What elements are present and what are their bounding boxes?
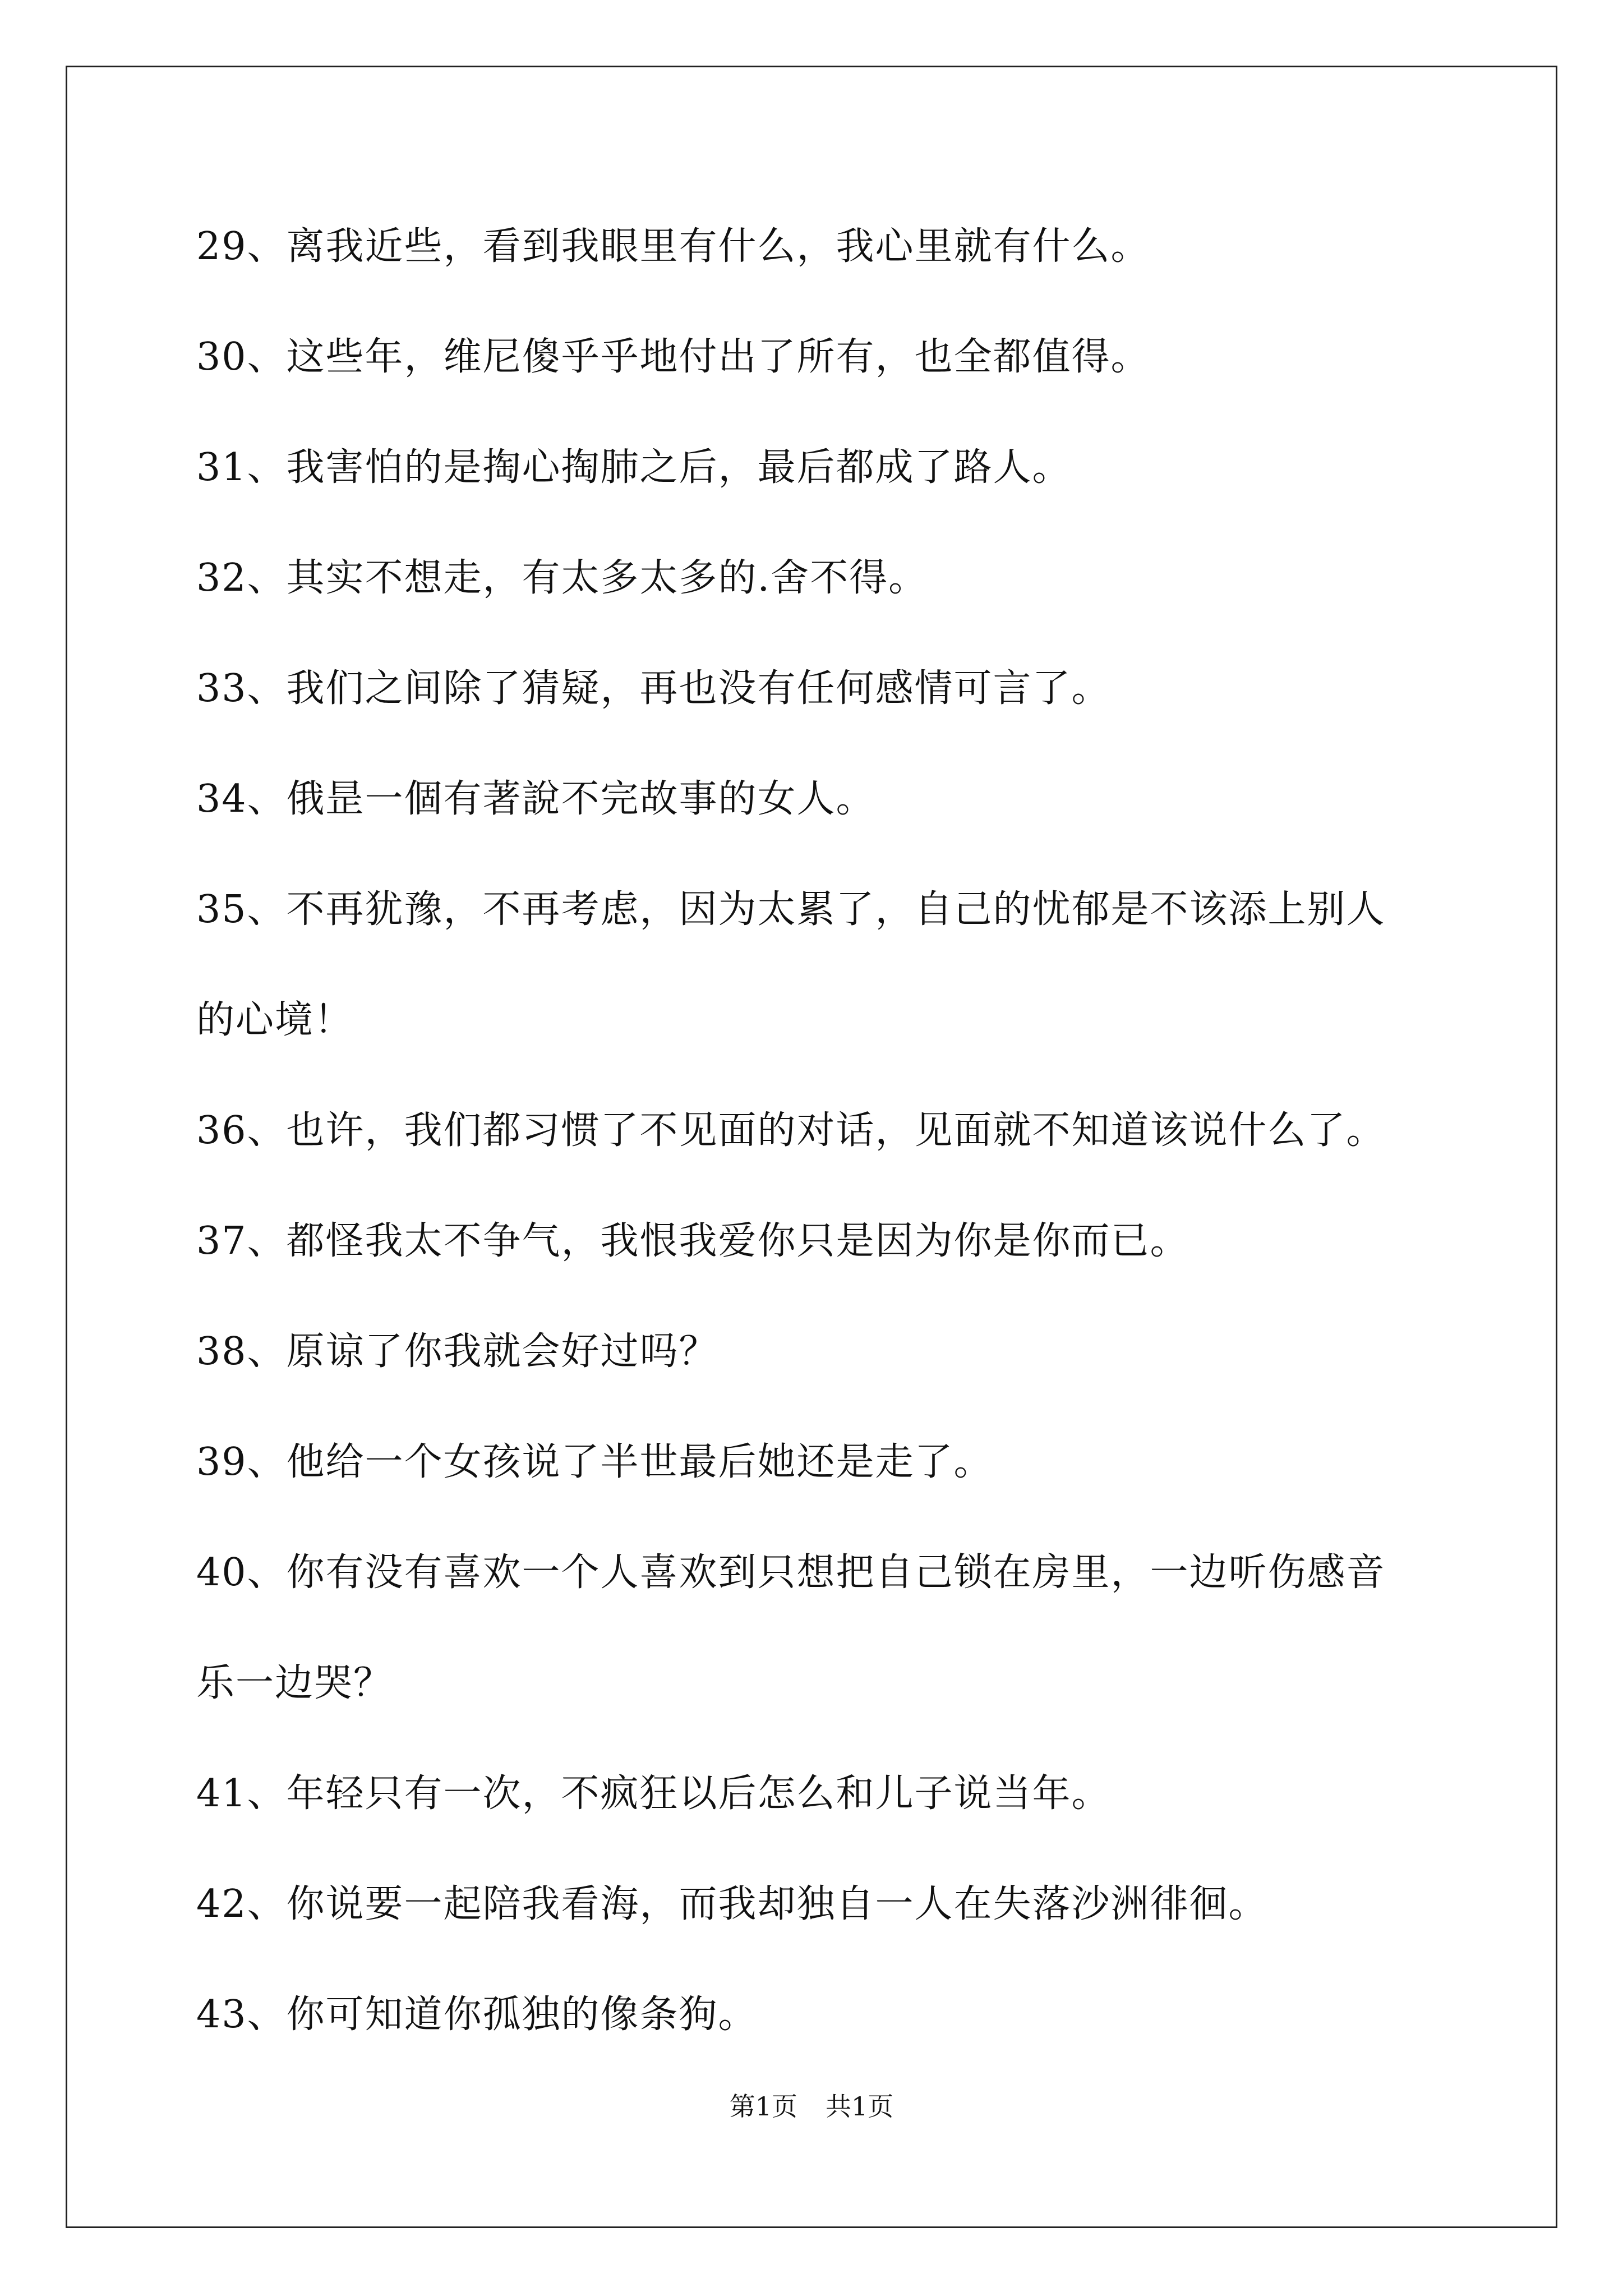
text-line: 40、你有没有喜欢一个人喜欢到只想把自己锁在房里，一边听伤感音 [196, 1550, 1386, 1595]
text-line: 34、俄昰一個有著說不完故事的女人。 [196, 777, 875, 821]
text-line: 43、你可知道你孤独的像条狗。 [196, 1993, 758, 2037]
text-line: 的心境！ [196, 998, 354, 1042]
text-line: 33、我们之间除了猜疑，再也没有任何感情可言了。 [196, 666, 1111, 711]
text-line: 乐一边哭？ [196, 1661, 393, 1705]
page-number: 第1页 [729, 2091, 797, 2122]
text-line: 35、不再犹豫，不再考虑，因为太累了，自己的忧郁是不该添上别人 [196, 887, 1386, 932]
text-line: 37、都怪我太不争气，我恨我爱你只是因为你是你而已。 [196, 1219, 1189, 1263]
text-line: 30、这些年，维尼傻乎乎地付出了所有，也全都值得。 [196, 335, 1150, 379]
text-line: 42、你说要一起陪我看海，而我却独自一人在失落沙洲徘徊。 [196, 1882, 1268, 1926]
text-line: 31、我害怕的是掏心掏肺之后，最后都成了路人。 [196, 445, 1072, 490]
text-line: 38、原谅了你我就会好过吗？ [196, 1329, 718, 1374]
page-footer [0, 2090, 1623, 2123]
text-line: 32、其实不想走，有太多太多的.舍不得。 [196, 556, 928, 600]
page-total: 共1页 [826, 2091, 894, 2122]
text-line: 36、也许，我们都习惯了不见面的对话，见面就不知道该说什么了。 [196, 1108, 1386, 1153]
text-line: 29、离我近些，看到我眼里有什么，我心里就有什么。 [196, 224, 1150, 269]
text-line: 41、年轻只有一次，不疯狂以后怎么和儿子说当年。 [196, 1772, 1111, 1816]
text-line: 39、他给一个女孩说了半世最后她还是走了。 [196, 1440, 993, 1484]
